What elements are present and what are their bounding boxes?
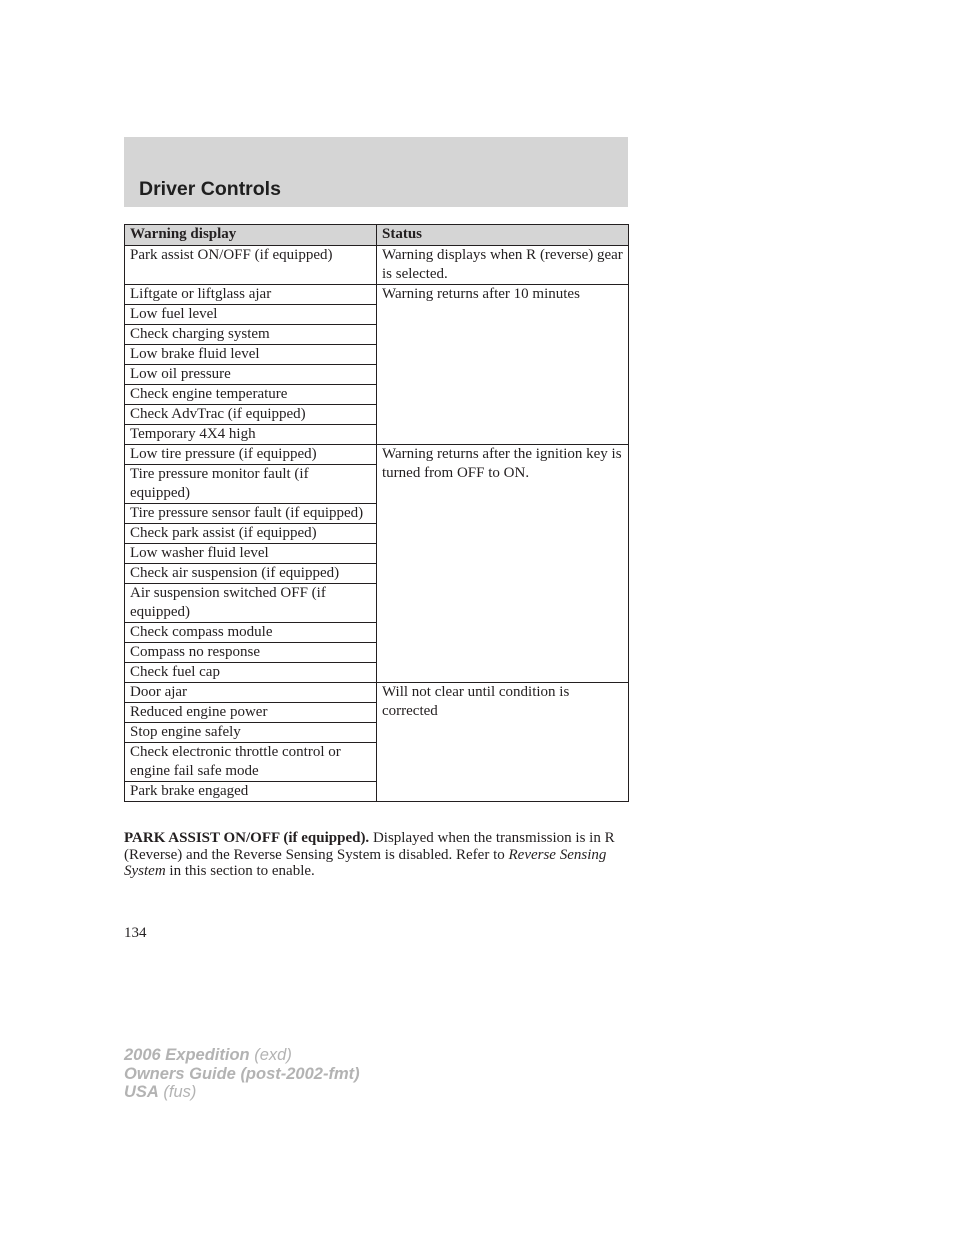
warning-display-cell: Low fuel level (125, 305, 377, 325)
footer-model-code: (exd) (249, 1046, 292, 1064)
warning-display-cell: Reduced engine power (125, 703, 377, 723)
description-text-end: in this section to enable. (165, 863, 315, 879)
warning-display-cell: Check fuel cap (125, 663, 377, 683)
status-cell: Warning returns after the ignition key is turned from OFF to ON. (377, 445, 629, 683)
warning-display-cell: Check charging system (125, 325, 377, 345)
column-header-status: Status (377, 225, 629, 246)
table-row (125, 246, 629, 285)
warning-display-cell: Low washer fluid level (125, 544, 377, 564)
warning-display-cell: Check park assist (if equipped) (125, 524, 377, 544)
footer-line-model (124, 1046, 360, 1065)
warning-display-cell: Low brake fluid level (125, 345, 377, 365)
section-title: Driver Controls (139, 178, 281, 200)
table-row (125, 285, 629, 305)
warning-display-cell: Check AdvTrac (if equipped) (125, 405, 377, 425)
status-cell: Warning displays when R (reverse) gear is selected. (377, 246, 629, 285)
warning-display-cell: Tire pressure sensor fault (if equipped) (125, 504, 377, 524)
warning-display-cell: Low oil pressure (125, 365, 377, 385)
status-cell: Will not clear until condition is corrected (377, 683, 629, 802)
footer-guide: Owners Guide (post-2002-fmt) (124, 1064, 360, 1083)
park-assist-description (124, 830, 624, 880)
warning-display-cell: Park assist ON/OFF (if equipped) (125, 246, 377, 285)
warning-display-cell: Check electronic throttle control or engine fail safe mode (125, 743, 377, 782)
table-row (125, 445, 629, 465)
table-header-row (125, 225, 629, 246)
warning-display-cell: Park brake engaged (125, 782, 377, 802)
warning-display-cell: Check air suspension (if equipped) (125, 564, 377, 584)
warning-display-cell: Door ajar (125, 683, 377, 703)
warning-display-cell: Temporary 4X4 high (125, 425, 377, 445)
warning-display-cell: Liftgate or liftglass ajar (125, 285, 377, 305)
warning-display-cell: Compass no response (125, 643, 377, 663)
warning-display-cell: Tire pressure monitor fault (if equipped) (125, 465, 377, 504)
footer-region-code: (fus) (158, 1083, 197, 1101)
page-number: 134 (124, 925, 147, 941)
warning-display-table (124, 224, 629, 802)
document-footer (124, 1046, 360, 1102)
description-text: Displayed when the transmission is in R (Reverse) and the Reverse Sensing System is disabled. Refer to (124, 830, 615, 863)
table-body (125, 246, 629, 802)
footer-region: USA (124, 1083, 159, 1101)
footer-model: 2006 Expedition (124, 1046, 250, 1064)
footer-line-region (124, 1083, 360, 1102)
warning-display-cell: Air suspension switched OFF (if equipped) (125, 584, 377, 623)
reverse-sensing-reference: Reverse Sensing System (124, 846, 607, 879)
section-header-band (124, 137, 628, 207)
description-lead: PARK ASSIST ON/OFF (if equipped). (124, 830, 370, 846)
warning-display-cell: Stop engine safely (125, 723, 377, 743)
column-header-warning-display: Warning display (125, 225, 377, 246)
warning-display-cell: Check engine temperature (125, 385, 377, 405)
table-row (125, 683, 629, 703)
status-cell: Warning returns after 10 minutes (377, 285, 629, 445)
warning-display-cell: Low tire pressure (if equipped) (125, 445, 377, 465)
warning-display-cell: Check compass module (125, 623, 377, 643)
